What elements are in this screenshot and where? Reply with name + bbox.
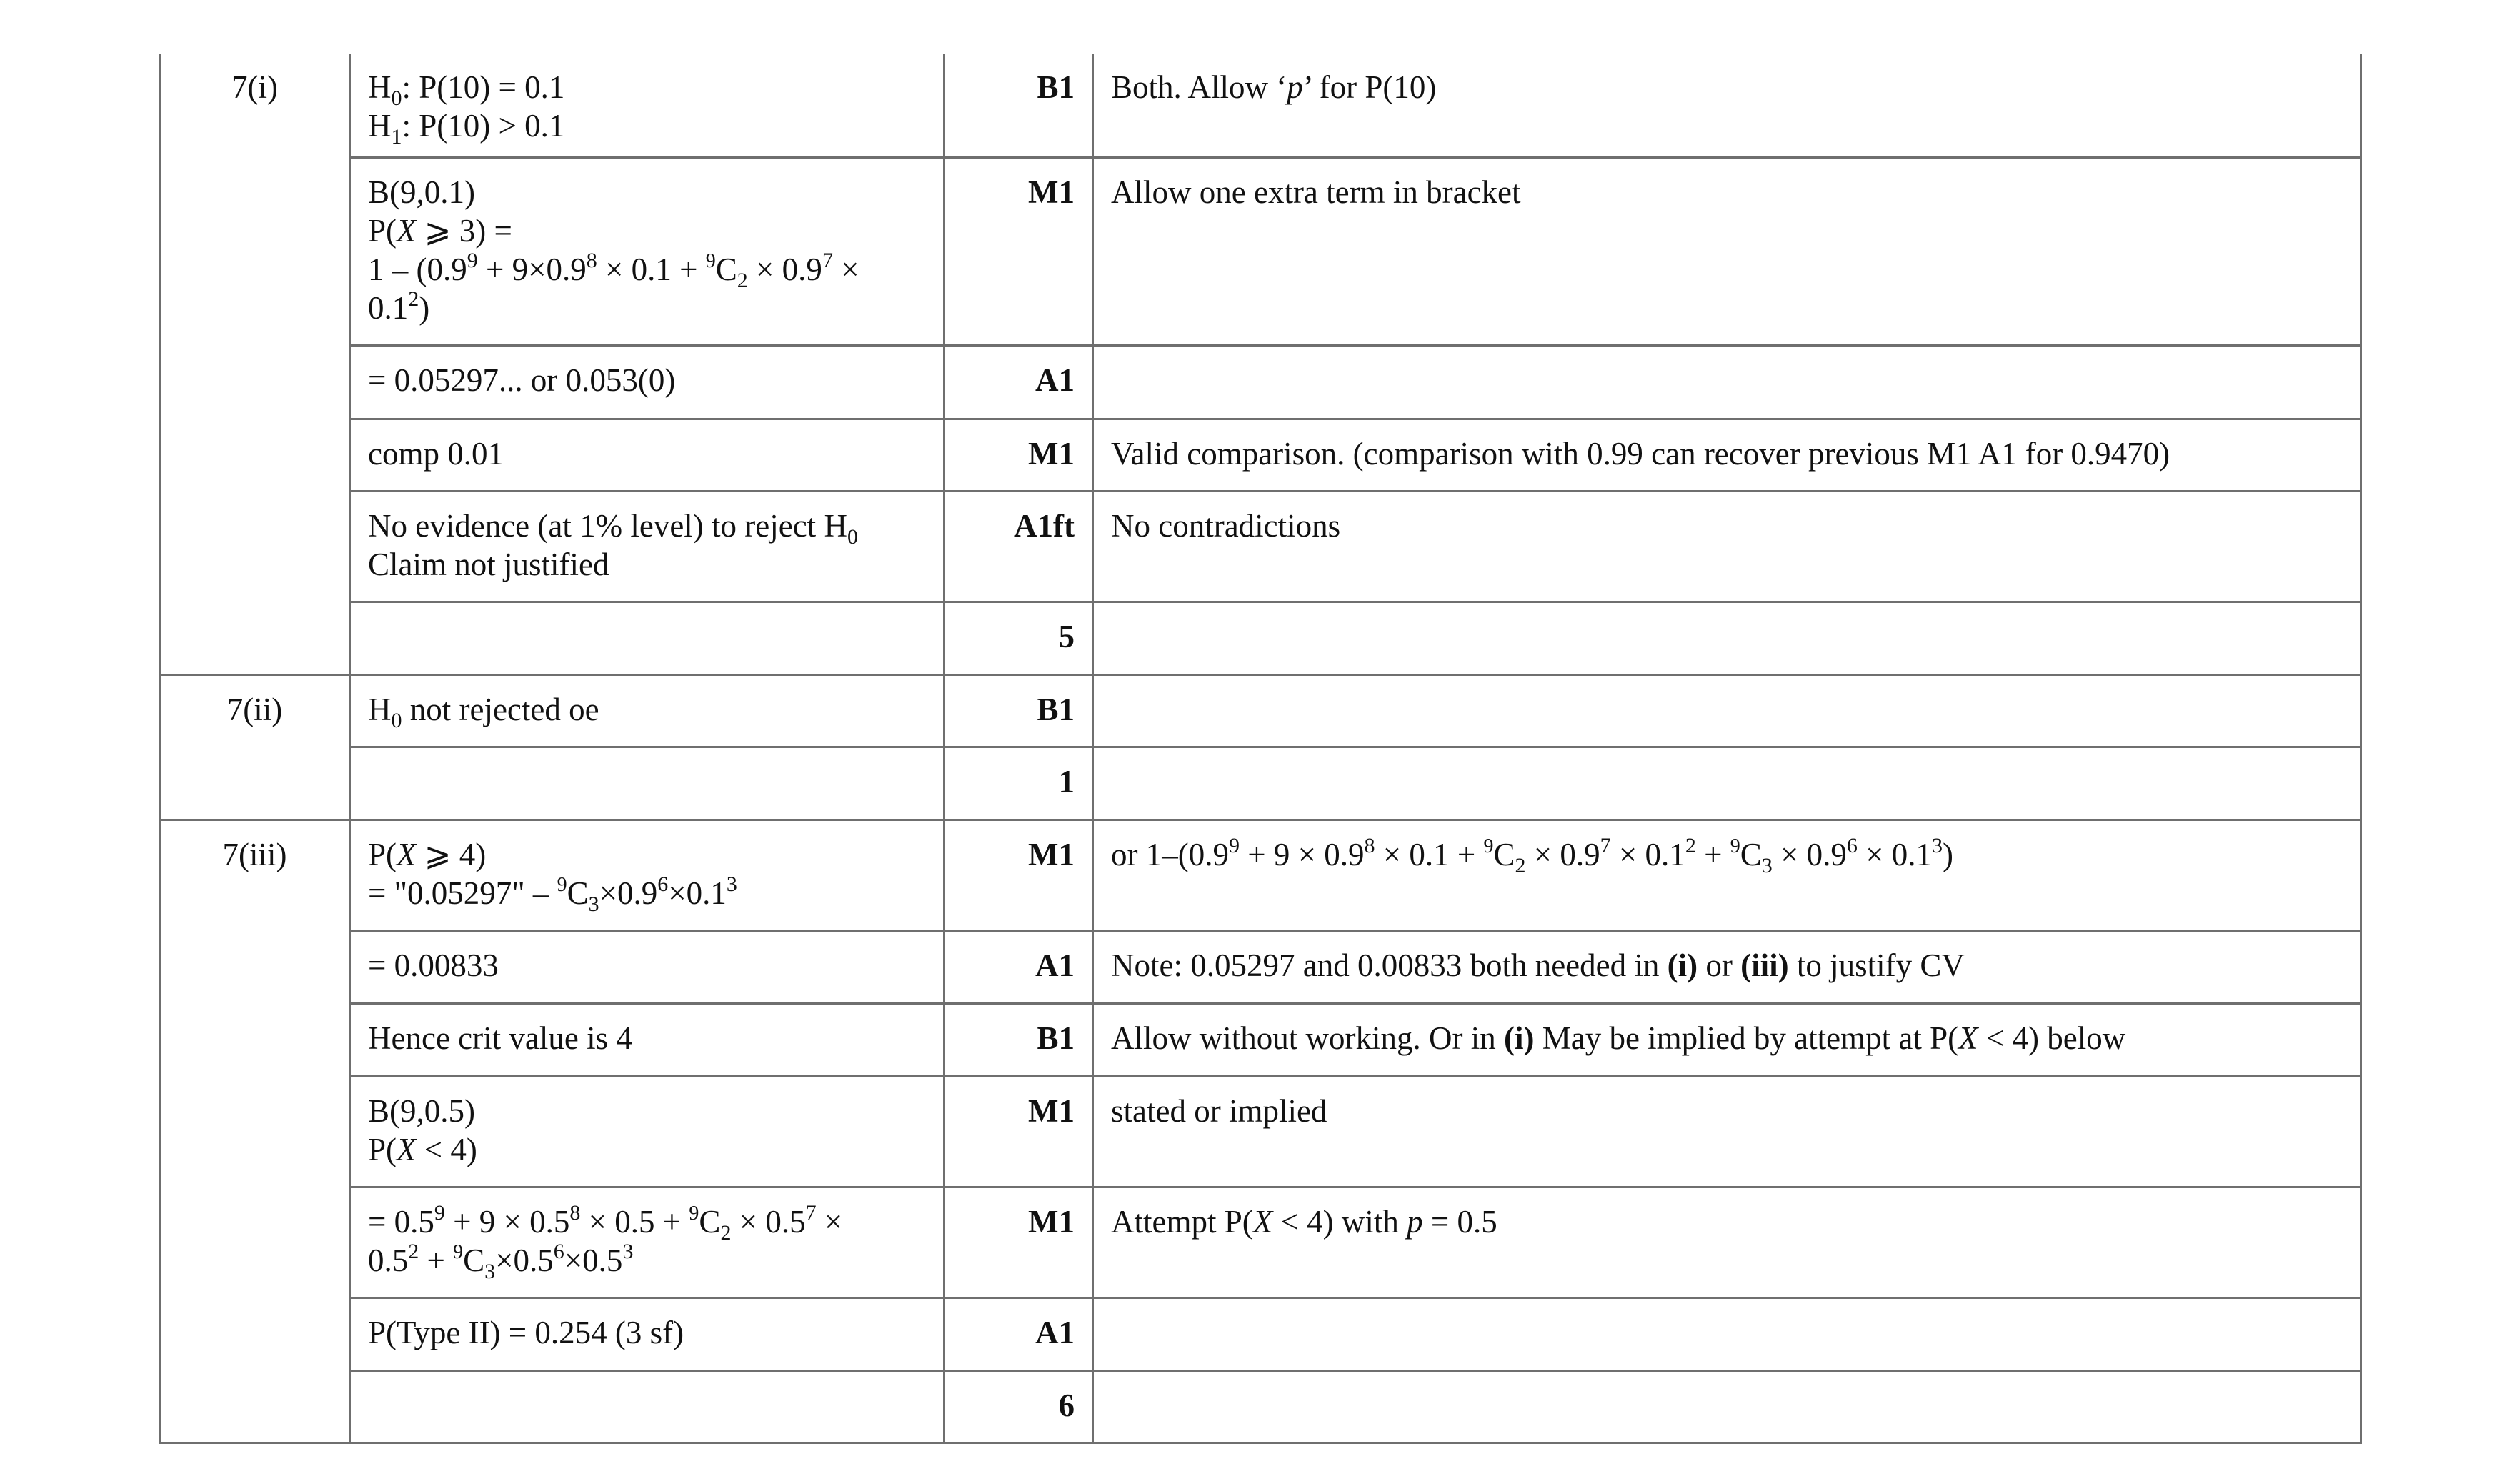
answer-cell — [350, 602, 945, 675]
question-number: 7(ii) — [160, 675, 350, 820]
mark-cell: B1 — [945, 54, 1093, 158]
question-number: 7(iii) — [160, 820, 350, 1443]
answer-cell: = $0.5^9 + 9 \times 0.5^8 \times 0.5 + ^9C_2 \times 0.5^7$ × $0.5^2 + ^9C_3\times 0.5^6\times 0.5^3$ — [350, 1187, 945, 1298]
answer-cell: B(9,0.5) P(X < 4) — [350, 1077, 945, 1187]
table-row — [160, 602, 2361, 675]
mark-total: 6 — [945, 1371, 1093, 1443]
table-row — [160, 1187, 2361, 1298]
mark-cell: B1 — [945, 1004, 1093, 1077]
mark-total: 1 — [945, 747, 1093, 820]
table-row — [160, 1371, 2361, 1443]
answer-cell: $H_0$ not rejected oe — [350, 675, 945, 747]
answer-cell: $H_0$: P(10) = 0.1 $H_1$: P(10) > 0.1 — [350, 54, 945, 158]
guidance-cell: Allow one extra term in bracket — [1093, 158, 2361, 346]
mark-cell: M1 — [945, 158, 1093, 346]
guidance-cell: Attempt P(X < 4) with p = 0.5 — [1093, 1187, 2361, 1298]
mark-cell: A1 — [945, 931, 1093, 1004]
answer-cell: = 0.00833 — [350, 931, 945, 1004]
answer-cell: Hence crit value is 4 — [350, 1004, 945, 1077]
question-number: 7(i) — [160, 54, 350, 675]
mark-cell: M1 — [945, 820, 1093, 931]
answer-cell — [350, 1371, 945, 1443]
answer-cell: = 0.05297... or 0.053(0) — [350, 346, 945, 419]
table-row — [160, 675, 2361, 747]
guidance-cell — [1093, 1371, 2361, 1443]
table-row — [160, 1004, 2361, 1077]
mark-cell: A1 — [945, 1298, 1093, 1371]
table-row — [160, 747, 2361, 820]
table-row — [160, 1077, 2361, 1187]
mark-total: 5 — [945, 602, 1093, 675]
mark-cell: M1 — [945, 1187, 1093, 1298]
mark-cell: M1 — [945, 1077, 1093, 1187]
guidance-cell: Valid comparison. (comparison with 0.99 can recover previous M1 A1 for 0.9470) — [1093, 419, 2361, 492]
table-row — [160, 931, 2361, 1004]
guidance-cell: Note: 0.05297 and 0.00833 both needed in (i) or (iii) to justify CV — [1093, 931, 2361, 1004]
mark-scheme-table — [159, 54, 2362, 1444]
guidance-cell: stated or implied — [1093, 1077, 2361, 1187]
guidance-cell: No contradictions — [1093, 492, 2361, 602]
table-row — [160, 419, 2361, 492]
guidance-cell — [1093, 675, 2361, 747]
guidance-cell: Allow without working. Or in (i) May be implied by attempt at P(X < 4) below — [1093, 1004, 2361, 1077]
mark-cell: A1 — [945, 346, 1093, 419]
mark-cell: A1ft — [945, 492, 1093, 602]
answer-cell — [350, 747, 945, 820]
table-row — [160, 492, 2361, 602]
guidance-cell: or $1-(0.9^9 + 9 \times 0.9^8 \times 0.1 + ^9C_2 \times 0.9^7 \times 0.1^2 + ^9C_3 \times 0.9^6 \times 0.1^3)$ — [1093, 820, 2361, 931]
answer-cell: P(X ⩾ 4) = "0.05297" – $^9C_3\times 0.9^6\times 0.1^3$ — [350, 820, 945, 931]
guidance-cell: Both. Allow ‘p’ for P(10) — [1093, 54, 2361, 158]
mark-cell: B1 — [945, 675, 1093, 747]
table-row — [160, 820, 2361, 931]
table-row — [160, 346, 2361, 419]
guidance-cell — [1093, 747, 2361, 820]
table-row — [160, 158, 2361, 346]
answer-cell: P(Type II) = 0.254 (3 sf) — [350, 1298, 945, 1371]
answer-cell: comp 0.01 — [350, 419, 945, 492]
guidance-cell — [1093, 1298, 2361, 1371]
guidance-cell — [1093, 602, 2361, 675]
answer-cell: No evidence (at 1% level) to reject $H_0$ Claim not justified — [350, 492, 945, 602]
table-row — [160, 54, 2361, 158]
table-row — [160, 1298, 2361, 1371]
mark-cell: M1 — [945, 419, 1093, 492]
guidance-cell — [1093, 346, 2361, 419]
answer-cell: B(9,0.1) P(X ⩾ 3) = $1 - (0.9^9 + 9\times 0.9^8 \times 0.1 + ^9C_2 \times 0.9^7$ × $0.1^2$) — [350, 158, 945, 346]
